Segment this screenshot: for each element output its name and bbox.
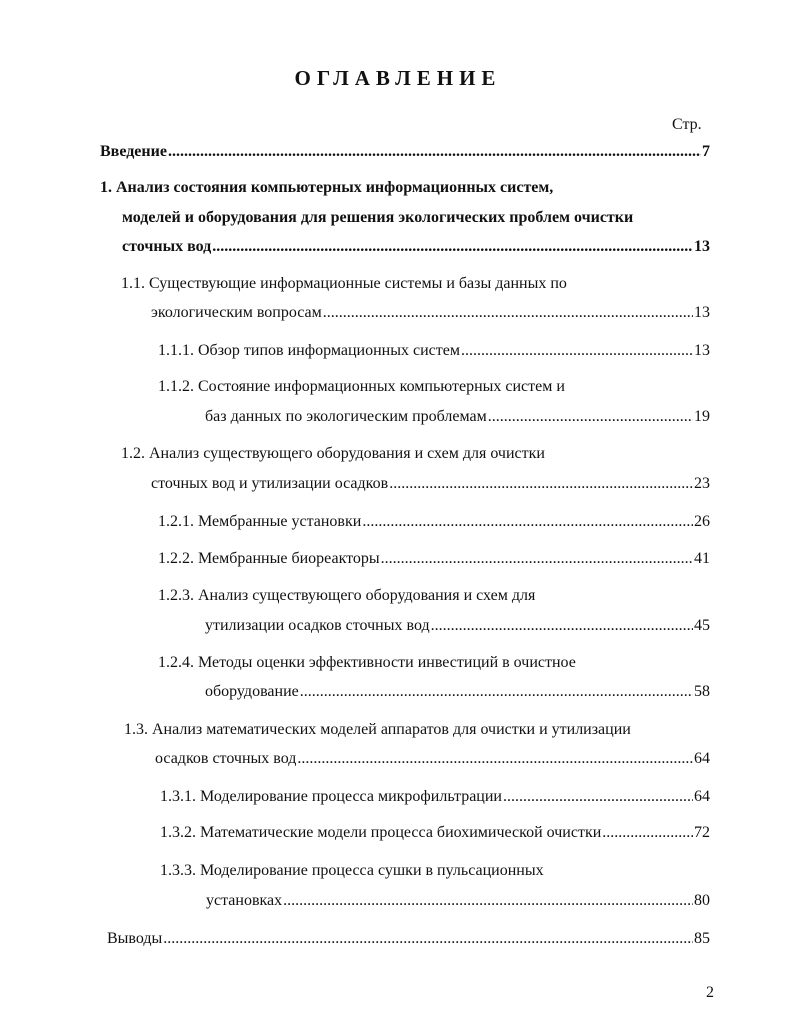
toc-entry-text: баз данных по экологическим проблемам	[205, 408, 487, 425]
toc-entry-text: 1.3. Анализ математических моделей аппаратов для очистки и утилизации	[124, 721, 631, 738]
toc-entry-s1-3-2[interactable]	[160, 822, 710, 844]
toc-entry-s1-2-3-line2[interactable]	[205, 615, 710, 637]
toc-leader-dots	[168, 141, 701, 163]
toc-entry-text: экологическим вопросам	[151, 304, 322, 321]
toc-entry-s1-3-3-line1[interactable]	[160, 860, 544, 882]
toc-leader-dots	[431, 615, 693, 637]
toc-entry-text: 1.2.1. Мембранные установки	[158, 513, 362, 530]
toc-entry-page: 7	[702, 143, 710, 160]
toc-leader-dots	[362, 511, 693, 533]
toc-entry-page: 80	[694, 892, 710, 909]
toc-entry-s1-line2[interactable]	[122, 207, 633, 229]
toc-entry-text: Выводы	[107, 930, 163, 947]
toc-entry-page: 19	[694, 408, 710, 425]
toc-entry-text: моделей и оборудования для решения экологических проблем очистки	[122, 209, 634, 226]
toc-leader-dots	[389, 473, 693, 495]
page-column-header: Стр.	[672, 116, 702, 133]
toc-entry-text: сточных вод и утилизации осадков	[151, 475, 389, 492]
toc-entry-text: 1.3.2. Математические модели процесса биохимической очистки	[160, 824, 602, 841]
toc-entry-s1-line1[interactable]	[100, 177, 553, 199]
toc-entry-s1-1-line1[interactable]	[121, 273, 567, 295]
toc-entry-page: 23	[694, 475, 710, 492]
toc-entry-s1-3-3-line2[interactable]	[206, 890, 710, 912]
toc-entry-s1-1-2-line2[interactable]	[205, 406, 710, 428]
toc-entry-page: 64	[694, 788, 710, 805]
toc-entry-page: 41	[694, 550, 710, 567]
toc-entry-text: 1.1. Существующие информационные системы и базы данных по	[121, 275, 567, 292]
toc-entry-page: 72	[694, 824, 710, 841]
toc-entry-text: сточных вод	[122, 238, 212, 255]
toc-entry-text: 1.2.2. Мембранные биореакторы	[158, 550, 380, 567]
toc-entry-text: 1.2.3. Анализ существующего оборудования и схем для	[158, 587, 536, 604]
toc-entry-page: 45	[694, 617, 710, 634]
toc-entry-page: 85	[694, 930, 710, 947]
toc-leader-dots	[212, 236, 693, 258]
toc-entry-s1-1-2-line1[interactable]	[158, 376, 565, 398]
toc-entry-s1-2-4-line2[interactable]	[205, 681, 710, 703]
toc-entry-s1-2-3-line1[interactable]	[158, 585, 535, 607]
toc-entry-text: утилизации осадков сточных вод	[205, 617, 430, 634]
toc-leader-dots	[300, 681, 693, 703]
toc-entry-s1-2-line1[interactable]	[121, 443, 545, 465]
toc-entry-text: 1.3.1. Моделирование процесса микрофильтрации	[160, 788, 502, 805]
toc-entry-text: оборудование	[205, 683, 299, 700]
toc-entry-text: 1.2. Анализ существующего оборудования и схем для очистки	[121, 445, 545, 462]
toc-entry-text: 1. Анализ состояния компьютерных информационных систем,	[100, 179, 554, 196]
toc-entry-s1-3-line2[interactable]	[155, 748, 710, 770]
toc-leader-dots	[297, 748, 693, 770]
toc-entry-s1-2-line2[interactable]	[151, 473, 710, 495]
toc-entry-text: 1.1.2. Состояние информационных компьютерных систем и	[158, 378, 565, 395]
toc-entry-text: установках	[206, 892, 283, 909]
toc-leader-dots	[602, 822, 693, 844]
toc-entry-s1-3-1[interactable]	[160, 786, 710, 808]
toc-entry-s1-2-1[interactable]	[158, 511, 710, 533]
toc-leader-dots	[488, 406, 693, 428]
toc-entry-conclusions[interactable]	[107, 928, 710, 950]
toc-entry-text: 1.3.3. Моделирование процесса сушки в пульсационных	[160, 862, 544, 879]
toc-leader-dots	[381, 548, 693, 570]
page-title: ОГЛАВЛЕНИЕ	[294, 66, 502, 90]
toc-entry-s1-line3[interactable]	[122, 236, 710, 258]
page-number: 2	[706, 984, 714, 1001]
toc-entry-page: 13	[694, 342, 710, 359]
toc-entry-s1-2-2[interactable]	[158, 548, 710, 570]
toc-leader-dots	[163, 928, 693, 950]
toc-entry-page: 26	[694, 513, 710, 530]
toc-entry-text: осадков сточных вод	[155, 750, 297, 767]
toc-entry-intro[interactable]	[100, 141, 710, 163]
toc-leader-dots	[283, 890, 693, 912]
toc-entry-page: 13	[694, 304, 710, 321]
toc-entry-text: 1.1.1. Обзор типов информационных систем	[158, 342, 460, 359]
toc-entry-page: 58	[694, 683, 710, 700]
toc-entry-s1-2-4-line1[interactable]	[158, 652, 576, 674]
toc-entry-page: 13	[694, 238, 710, 255]
toc-entry-s1-3-line1[interactable]	[124, 719, 631, 741]
toc-leader-dots	[503, 786, 693, 808]
toc-entry-s1-1-line2[interactable]	[151, 302, 710, 324]
toc-entry-s1-1-1[interactable]	[158, 340, 710, 362]
toc-leader-dots	[323, 302, 693, 324]
toc-entry-text: Введение	[100, 143, 167, 160]
toc-entry-text: 1.2.4. Методы оценки эффективности инвестиций в очистное	[158, 654, 576, 671]
toc-leader-dots	[461, 340, 693, 362]
toc-entry-page: 64	[694, 750, 710, 767]
